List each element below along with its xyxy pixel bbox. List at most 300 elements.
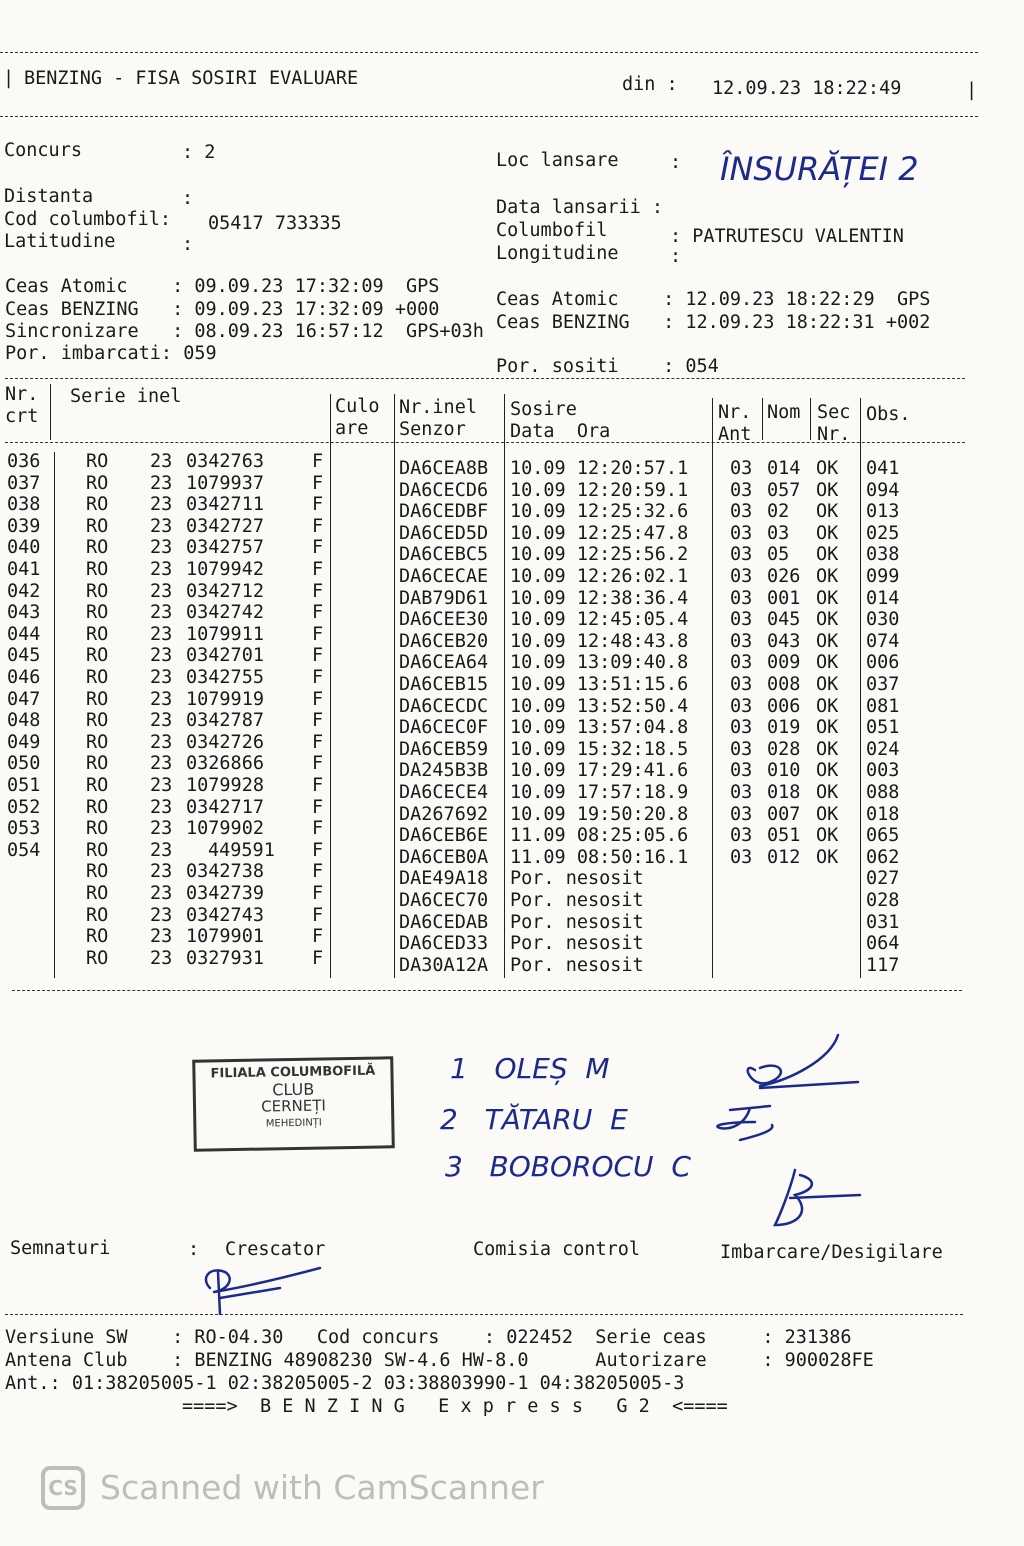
- cell-an: 23: [150, 947, 173, 969]
- cell-tara: RO: [86, 688, 109, 710]
- cell-senzor: DA6CEB0A: [399, 846, 489, 868]
- cell-inel: 1079901: [186, 926, 264, 948]
- cell-an: 23: [150, 839, 173, 861]
- cell-ant: 03: [730, 695, 753, 717]
- cell-sec: OK: [816, 501, 839, 523]
- cell-nr: 054: [7, 839, 41, 861]
- cell-an: 23: [150, 515, 173, 537]
- cell-obs: 031: [866, 911, 900, 933]
- cell-ant: 03: [730, 674, 753, 695]
- cell-obs: 027: [866, 868, 900, 890]
- ceas-atomic-start: Ceas Atomic : 09.09.23 17:32:09 GPS: [5, 276, 440, 297]
- cod-columbofil-label: Cod columbofil:: [4, 209, 172, 230]
- cell-ant: 03: [730, 782, 753, 803]
- cell-tara: RO: [86, 667, 109, 688]
- cell-nom: 007: [767, 803, 801, 825]
- camscanner-logo: CS: [41, 1466, 85, 1510]
- cell-sosire: 11.09 08:50:16.1: [510, 846, 689, 868]
- cell-obs: 051: [866, 717, 900, 739]
- cell-nr: 037: [7, 472, 41, 494]
- cell-sosire: 10.09 13:09:40.8: [510, 652, 689, 674]
- porumbei-imbarcati: Por. imbarcati: 059: [5, 343, 217, 364]
- cell-obs: 099: [866, 566, 900, 587]
- cell-senzor: DA6CEC0F: [399, 717, 489, 739]
- concurs-value: : 2: [182, 142, 216, 163]
- cell-sex: F: [312, 926, 324, 948]
- cell-tara: RO: [86, 537, 109, 559]
- cell-nr: 047: [7, 688, 41, 710]
- col-separator: [810, 398, 811, 440]
- cell-sex: F: [312, 861, 324, 883]
- col-header-ant: Nr. Ant: [718, 402, 752, 445]
- cell-obs: 064: [866, 933, 900, 955]
- cell-an: 23: [150, 688, 173, 710]
- cell-obs: 018: [866, 803, 900, 825]
- cell-nr: 052: [7, 796, 41, 818]
- cell-sec: OK: [816, 846, 839, 868]
- cell-nr: 036: [7, 451, 41, 472]
- cell-nom: 001: [767, 587, 801, 609]
- cell-inel: 1079919: [186, 688, 264, 710]
- cell-an: 23: [150, 926, 173, 948]
- cell-sec: OK: [816, 760, 839, 782]
- latitudine-label: Latitudine: [4, 231, 116, 252]
- cell-inel: 0342738: [186, 861, 264, 883]
- col-header-obs: Obs.: [866, 404, 911, 425]
- commission-signatures: [700, 1030, 880, 1240]
- cell-sosire: 10.09 15:32:18.5: [510, 738, 689, 760]
- cell-nr: 049: [7, 731, 41, 753]
- cell-sec: OK: [816, 458, 839, 479]
- cell-an: 23: [150, 667, 173, 688]
- cell-ant: 03: [730, 609, 753, 631]
- cell-senzor: DA6CED33: [399, 933, 489, 955]
- cell-senzor: DA6CEA8B: [399, 458, 489, 479]
- cell-nom: 019: [767, 717, 801, 739]
- cell-sosire: Por. nesosit: [510, 868, 644, 890]
- col-header-sosire: Sosire Data Ora: [510, 399, 611, 442]
- cell-tara: RO: [86, 753, 109, 775]
- cell-obs: 041: [866, 458, 900, 479]
- cod-columbofil-value: 05417 733335: [208, 213, 342, 234]
- cell-nr: 038: [7, 494, 41, 516]
- cell-inel: 449591: [208, 839, 275, 861]
- cell-sex: F: [312, 515, 324, 537]
- cell-an: 23: [150, 472, 173, 494]
- cell-sosire: 10.09 12:38:36.4: [510, 587, 689, 609]
- top-divider: [0, 52, 978, 53]
- cell-senzor: DAB79D61: [399, 587, 489, 609]
- cell-tara: RO: [86, 947, 109, 969]
- cell-ant: 03: [730, 587, 753, 609]
- col-separator: [860, 398, 861, 978]
- cell-tara: RO: [86, 451, 109, 472]
- cell-senzor: DA6CECAE: [399, 566, 489, 587]
- cell-senzor: DA6CEB59: [399, 738, 489, 760]
- cell-ant: 03: [730, 717, 753, 739]
- cell-nr: 050: [7, 753, 41, 775]
- cell-sec: OK: [816, 695, 839, 717]
- cell-sex: F: [312, 883, 324, 904]
- cell-an: 23: [150, 580, 173, 602]
- cell-obs: 006: [866, 652, 900, 674]
- cell-obs: 028: [866, 890, 900, 911]
- cell-an: 23: [150, 883, 173, 904]
- cell-senzor: DA6CEA64: [399, 652, 489, 674]
- longitudine-label: Longitudine: [496, 243, 619, 264]
- cell-ant: 03: [730, 825, 753, 847]
- col-header-culoare: Culo are: [335, 396, 380, 439]
- cell-tara: RO: [86, 623, 109, 645]
- cell-sosire: 10.09 12:25:56.2: [510, 544, 689, 566]
- cell-tara: RO: [86, 515, 109, 537]
- cell-inel: 0342717: [186, 796, 264, 818]
- loc-lansare-label: Loc lansare: [496, 150, 619, 171]
- cell-nr: 043: [7, 602, 41, 624]
- cell-sosire: 10.09 12:20:57.1: [510, 458, 689, 479]
- cell-inel: 0342726: [186, 731, 264, 753]
- latitudine-value: :: [182, 234, 194, 255]
- cell-ant: 03: [730, 479, 753, 501]
- col-separator: [394, 394, 395, 978]
- cell-an: 23: [150, 861, 173, 883]
- cell-sec: OK: [816, 717, 839, 739]
- col-separator: [762, 398, 763, 440]
- cell-obs: 024: [866, 738, 900, 760]
- cell-an: 23: [150, 731, 173, 753]
- stamp-line-3: CERNEȚI: [261, 1096, 327, 1116]
- col-separator: [504, 394, 505, 978]
- cell-inel: 0342787: [186, 710, 264, 732]
- distanta-label: Distanta: [4, 186, 94, 207]
- footer-line-1: Versiune SW : RO-04.30 Cod concurs : 022452 Serie ceas : 231386: [5, 1327, 852, 1348]
- cell-nr: 051: [7, 775, 41, 796]
- cell-tara: RO: [86, 710, 109, 732]
- cell-nom: 014: [767, 458, 801, 479]
- cell-nr: 048: [7, 710, 41, 732]
- semnaturi-label: Semnaturi: [10, 1238, 111, 1259]
- cell-inel: 0342742: [186, 602, 264, 624]
- cell-sec: OK: [816, 522, 839, 544]
- cell-senzor: DA6CECD6: [399, 479, 489, 501]
- cell-sex: F: [312, 818, 324, 840]
- cell-nr: 045: [7, 645, 41, 667]
- cell-tara: RO: [86, 775, 109, 796]
- cell-sec: OK: [816, 479, 839, 501]
- cell-obs: 065: [866, 825, 900, 847]
- page-title: BENZING - FISA SOSIRI EVALUARE: [24, 68, 359, 89]
- cell-sosire: 10.09 13:51:15.6: [510, 674, 689, 695]
- cell-inel: 0327931: [186, 947, 264, 969]
- col-header-sec: Sec Nr.: [817, 402, 851, 445]
- distanta-value: :: [182, 188, 194, 209]
- data-lansarii-label: Data lansarii :: [496, 197, 664, 218]
- cell-obs: 094: [866, 479, 900, 501]
- cell-obs: 062: [866, 846, 900, 868]
- cell-ant: 03: [730, 458, 753, 479]
- concurs-label: Concurs: [4, 140, 82, 161]
- col-separator: [330, 394, 331, 978]
- cell-inel: 0342739: [186, 883, 264, 904]
- cell-an: 23: [150, 818, 173, 840]
- club-stamp: [192, 1056, 395, 1151]
- cell-inel: 1079928: [186, 775, 264, 796]
- cell-sex: F: [312, 623, 324, 645]
- table-top-divider: [5, 378, 965, 379]
- commission-member-2: 2 TĂTARU E: [440, 1103, 628, 1136]
- cell-ant: 03: [730, 501, 753, 523]
- comisia-control-label: Comisia control: [473, 1239, 641, 1260]
- cell-sosire: 10.09 12:25:47.8: [510, 522, 689, 544]
- cell-nom: 05: [767, 544, 790, 566]
- signature-2: [717, 1106, 772, 1140]
- cell-tara: RO: [86, 796, 109, 818]
- cell-obs: 088: [866, 782, 900, 803]
- cell-senzor: DA6CEDBF: [399, 501, 489, 523]
- cell-sex: F: [312, 451, 324, 472]
- cell-obs: 081: [866, 695, 900, 717]
- cell-nr: 044: [7, 623, 41, 645]
- cell-senzor: DA245B3B: [399, 760, 489, 782]
- cell-sex: F: [312, 645, 324, 667]
- cell-obs: 025: [866, 522, 900, 544]
- cell-nom: 057: [767, 479, 801, 501]
- cell-inel: 0342712: [186, 580, 264, 602]
- cell-obs: 074: [866, 630, 900, 652]
- columbofil-value: : PATRUTESCU VALENTIN: [670, 226, 904, 247]
- cell-sex: F: [312, 710, 324, 732]
- cell-sex: F: [312, 775, 324, 796]
- cell-nom: 010: [767, 760, 801, 782]
- cell-inel: 0342763: [186, 451, 264, 472]
- ceas-benzing-start: Ceas BENZING : 09.09.23 17:32:09 +000: [5, 299, 440, 320]
- cell-sosire: 10.09 17:57:18.9: [510, 782, 689, 803]
- cell-inel: 1079937: [186, 472, 264, 494]
- cell-inel: 0342727: [186, 515, 264, 537]
- footer-line-4: ====> B E N Z I N G E x p r e s s G 2 <====: [182, 1396, 728, 1417]
- cell-inel: 1079942: [186, 559, 264, 580]
- cell-sex: F: [312, 688, 324, 710]
- col-separator: [712, 398, 713, 978]
- cell-an: 23: [150, 494, 173, 516]
- ceas-benzing-end: Ceas BENZING : 12.09.23 18:22:31 +002: [496, 312, 931, 333]
- cell-inel: 1079911: [186, 623, 264, 645]
- cell-senzor: DA6CEE30: [399, 609, 489, 631]
- cell-nr: 040: [7, 537, 41, 559]
- loc-lansare-colon: :: [670, 152, 682, 173]
- crescator-label: Crescator: [225, 1239, 326, 1260]
- cell-senzor: DAE49A18: [399, 868, 489, 890]
- cell-tara: RO: [86, 731, 109, 753]
- cell-obs: 117: [866, 954, 900, 976]
- cell-senzor: DA6CED5D: [399, 522, 489, 544]
- cell-nom: 009: [767, 652, 801, 674]
- signature-1: [748, 1035, 858, 1088]
- cell-tara: RO: [86, 883, 109, 904]
- col-header-serie: Serie inel: [70, 386, 182, 407]
- cell-senzor: DA6CEB20: [399, 630, 489, 652]
- cell-sosire: 10.09 19:50:20.8: [510, 803, 689, 825]
- cell-sex: F: [312, 947, 324, 969]
- loc-lansare-handwritten: ÎNSURĂȚEI 2: [720, 150, 919, 188]
- cell-obs: 014: [866, 587, 900, 609]
- cell-sec: OK: [816, 825, 839, 847]
- sincronizare: Sincronizare : 08.09.23 16:57:12 GPS+03h: [5, 321, 484, 342]
- footer-line-3: Ant.: 01:38205005-1 02:38205005-2 03:38803990-1 04:38205005-3: [5, 1373, 685, 1394]
- cell-inel: 1079902: [186, 818, 264, 840]
- cell-senzor: DA6CECDC: [399, 695, 489, 717]
- cell-tara: RO: [86, 559, 109, 580]
- cell-sosire: 10.09 12:20:59.1: [510, 479, 689, 501]
- din-label: din :: [622, 74, 678, 95]
- header-bar-left: |: [3, 68, 15, 89]
- cell-sosire: Por. nesosit: [510, 933, 644, 955]
- cell-an: 23: [150, 623, 173, 645]
- cell-inel: 0342711: [186, 494, 264, 516]
- cell-tara: RO: [86, 472, 109, 494]
- cell-sex: F: [312, 580, 324, 602]
- cell-an: 23: [150, 753, 173, 775]
- stamp-line-2: CLUB: [272, 1079, 315, 1100]
- cell-an: 23: [150, 537, 173, 559]
- cell-inel: 0342743: [186, 904, 264, 926]
- cell-nr: 039: [7, 515, 41, 537]
- cell-sosire: 10.09 12:45:05.4: [510, 609, 689, 631]
- cell-senzor: DA6CEB15: [399, 674, 489, 695]
- cell-senzor: DA6CEBC5: [399, 544, 489, 566]
- cell-senzor: DA6CEC70: [399, 890, 489, 911]
- col-separator: [54, 452, 55, 978]
- cell-tara: RO: [86, 818, 109, 840]
- cell-sex: F: [312, 731, 324, 753]
- cell-sosire: 10.09 12:48:43.8: [510, 630, 689, 652]
- cell-obs: 038: [866, 544, 900, 566]
- cell-sex: F: [312, 904, 324, 926]
- col-separator: [50, 384, 51, 440]
- cell-ant: 03: [730, 652, 753, 674]
- cell-nom: 018: [767, 782, 801, 803]
- cell-ant: 03: [730, 803, 753, 825]
- cell-nr: 046: [7, 667, 41, 688]
- cell-nom: 026: [767, 566, 801, 587]
- cell-sex: F: [312, 472, 324, 494]
- table-bottom-divider: [12, 990, 962, 991]
- cell-nom: 012: [767, 846, 801, 868]
- cell-sosire: Por. nesosit: [510, 890, 644, 911]
- commission-member-3: 3 BOBOROCU C: [445, 1150, 691, 1183]
- cell-inel: 0342757: [186, 537, 264, 559]
- cell-senzor: DA6CEDAB: [399, 911, 489, 933]
- col-header-nom: Nom: [767, 402, 801, 423]
- cell-sec: OK: [816, 587, 839, 609]
- cell-an: 23: [150, 559, 173, 580]
- cell-obs: 037: [866, 674, 900, 695]
- cell-sec: OK: [816, 566, 839, 587]
- longitudine-value: :: [670, 246, 682, 267]
- cell-sex: F: [312, 839, 324, 861]
- cell-nom: 006: [767, 695, 801, 717]
- report-datetime: 12.09.23 18:22:49: [712, 78, 902, 99]
- ceas-atomic-end: Ceas Atomic : 12.09.23 18:22:29 GPS: [496, 289, 931, 310]
- columbofil-label: Columbofil: [496, 220, 608, 241]
- cell-nom: 008: [767, 674, 801, 695]
- cell-obs: 030: [866, 609, 900, 631]
- cell-obs: 013: [866, 501, 900, 523]
- footer-line-2: Antena Club : BENZING 48908230 SW-4.6 HW-8.0 Autorizare : 900028FE: [5, 1350, 874, 1371]
- cell-sec: OK: [816, 803, 839, 825]
- header-bar-right: |: [966, 80, 978, 101]
- cell-ant: 03: [730, 846, 753, 868]
- cell-sosire: Por. nesosit: [510, 911, 644, 933]
- camscanner-watermark: Scanned with CamScanner: [100, 1468, 544, 1507]
- cell-senzor: DA6CEB6E: [399, 825, 489, 847]
- cell-senzor: DA267692: [399, 803, 489, 825]
- cell-sec: OK: [816, 652, 839, 674]
- cell-tara: RO: [86, 839, 109, 861]
- cell-sex: F: [312, 559, 324, 580]
- cell-ant: 03: [730, 630, 753, 652]
- cell-sec: OK: [816, 609, 839, 631]
- cell-sec: OK: [816, 674, 839, 695]
- stamp-line-1: FILIALA COLUMBOFILĂ: [210, 1063, 376, 1082]
- cell-sec: OK: [816, 738, 839, 760]
- porumbei-sositi: Por. sositi : 054: [496, 356, 719, 377]
- cell-an: 23: [150, 451, 173, 472]
- cell-sosire: 10.09 17:29:41.6: [510, 760, 689, 782]
- cell-sec: OK: [816, 782, 839, 803]
- cell-sex: F: [312, 602, 324, 624]
- cell-nom: 051: [767, 825, 801, 847]
- cell-sex: F: [312, 667, 324, 688]
- cell-tara: RO: [86, 602, 109, 624]
- cell-sosire: 10.09 12:25:32.6: [510, 501, 689, 523]
- cell-inel: 0326866: [186, 753, 264, 775]
- cell-sec: OK: [816, 544, 839, 566]
- cell-an: 23: [150, 602, 173, 624]
- cell-inel: 0342755: [186, 667, 264, 688]
- cell-sec: OK: [816, 630, 839, 652]
- cell-sosire: Por. nesosit: [510, 954, 644, 976]
- cell-nr: 053: [7, 818, 41, 840]
- cell-tara: RO: [86, 904, 109, 926]
- cell-tara: RO: [86, 494, 109, 516]
- cell-sex: F: [312, 537, 324, 559]
- cell-sosire: 11.09 08:25:05.6: [510, 825, 689, 847]
- cell-nom: 02: [767, 501, 790, 523]
- cell-senzor: DA6CECE4: [399, 782, 489, 803]
- cell-ant: 03: [730, 760, 753, 782]
- cell-nom: 028: [767, 738, 801, 760]
- cell-tara: RO: [86, 645, 109, 667]
- header-divider: [0, 116, 978, 117]
- cell-sex: F: [312, 796, 324, 818]
- cell-an: 23: [150, 710, 173, 732]
- cell-sex: F: [312, 494, 324, 516]
- cell-ant: 03: [730, 544, 753, 566]
- col-header-nr: Nr. crt: [5, 384, 39, 427]
- cell-nom: 03: [767, 522, 790, 544]
- crescator-signature: [190, 1258, 330, 1318]
- signature-3: [775, 1170, 860, 1225]
- cell-an: 23: [150, 904, 173, 926]
- cell-ant: 03: [730, 522, 753, 544]
- imbarcare-desigilare-label: Imbarcare/Desigilare: [720, 1242, 943, 1263]
- cell-inel: 0342701: [186, 645, 264, 667]
- cell-sosire: 10.09 12:26:02.1: [510, 566, 689, 587]
- cell-tara: RO: [86, 926, 109, 948]
- cell-nom: 043: [767, 630, 801, 652]
- cell-tara: RO: [86, 861, 109, 883]
